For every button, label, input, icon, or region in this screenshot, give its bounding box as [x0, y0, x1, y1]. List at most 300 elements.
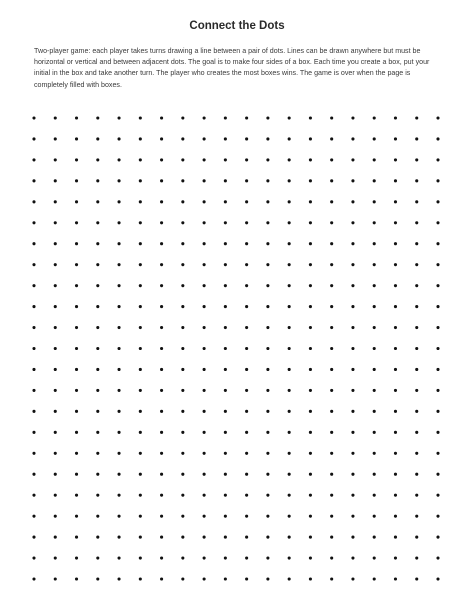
- grid-dot: [54, 515, 57, 518]
- grid-dot: [118, 137, 121, 140]
- grid-dot: [224, 473, 227, 476]
- grid-dot: [160, 431, 163, 434]
- grid-dot: [436, 347, 439, 350]
- grid-dot: [203, 158, 206, 161]
- grid-dot: [181, 263, 184, 266]
- grid-dot: [394, 473, 397, 476]
- grid-dot: [266, 200, 269, 203]
- grid-dot: [54, 242, 57, 245]
- grid-dot: [139, 515, 142, 518]
- grid-dot: [181, 284, 184, 287]
- grid-dot: [266, 557, 269, 560]
- grid-dot: [373, 536, 376, 539]
- grid-dot: [32, 242, 35, 245]
- grid-dot: [118, 326, 121, 329]
- grid-dot: [330, 263, 333, 266]
- grid-dot: [96, 410, 99, 413]
- grid-dot: [309, 431, 312, 434]
- grid-dot: [266, 347, 269, 350]
- grid-dot: [245, 200, 248, 203]
- grid-dot: [32, 284, 35, 287]
- grid-dot: [266, 158, 269, 161]
- grid-dot: [75, 557, 78, 560]
- grid-dot: [373, 263, 376, 266]
- grid-dot: [32, 305, 35, 308]
- grid-dot: [203, 242, 206, 245]
- grid-dot: [118, 431, 121, 434]
- grid-dot: [181, 116, 184, 119]
- grid-dot: [309, 536, 312, 539]
- grid-dot: [32, 536, 35, 539]
- grid-dot: [351, 242, 354, 245]
- grid-dot: [288, 158, 291, 161]
- grid-dot: [96, 347, 99, 350]
- grid-dot: [75, 515, 78, 518]
- grid-dot: [245, 263, 248, 266]
- grid-dot: [266, 179, 269, 182]
- grid-dot: [75, 452, 78, 455]
- grid-dot: [330, 116, 333, 119]
- grid-dot: [245, 116, 248, 119]
- grid-dot: [224, 494, 227, 497]
- grid-dot: [139, 389, 142, 392]
- grid-dot: [394, 431, 397, 434]
- grid-dot: [266, 536, 269, 539]
- grid-dot: [54, 557, 57, 560]
- grid-dot: [75, 242, 78, 245]
- grid-dot: [245, 389, 248, 392]
- grid-dot: [288, 137, 291, 140]
- grid-dot: [224, 577, 227, 580]
- grid-dot: [224, 242, 227, 245]
- grid-dot: [181, 242, 184, 245]
- grid-dot: [394, 577, 397, 580]
- grid-dot: [160, 221, 163, 224]
- grid-dot: [415, 389, 418, 392]
- grid-dot: [224, 515, 227, 518]
- grid-dot: [32, 326, 35, 329]
- grid-dot: [415, 221, 418, 224]
- grid-dot: [415, 326, 418, 329]
- grid-dot: [160, 200, 163, 203]
- grid-dot: [139, 452, 142, 455]
- grid-dot: [266, 389, 269, 392]
- grid-dot: [118, 200, 121, 203]
- grid-dot: [245, 326, 248, 329]
- grid-dot: [309, 305, 312, 308]
- grid-dot: [160, 326, 163, 329]
- grid-dot: [245, 557, 248, 560]
- grid-dot: [118, 242, 121, 245]
- grid-dot: [288, 221, 291, 224]
- grid-dot: [266, 473, 269, 476]
- grid-dot: [139, 557, 142, 560]
- grid-dot: [351, 263, 354, 266]
- grid-dot: [181, 368, 184, 371]
- grid-dot: [373, 410, 376, 413]
- grid-dot: [394, 368, 397, 371]
- grid-dot: [181, 494, 184, 497]
- grid-dot: [373, 137, 376, 140]
- grid-dot: [203, 347, 206, 350]
- grid-dot: [224, 263, 227, 266]
- grid-dot: [118, 158, 121, 161]
- grid-dot: [245, 347, 248, 350]
- grid-dot: [436, 368, 439, 371]
- grid-dot: [139, 242, 142, 245]
- grid-dot: [415, 305, 418, 308]
- grid-dot: [436, 158, 439, 161]
- grid-dot: [203, 305, 206, 308]
- grid-dot: [394, 536, 397, 539]
- grid-dot: [96, 158, 99, 161]
- grid-dot: [351, 326, 354, 329]
- grid-dot: [54, 200, 57, 203]
- grid-dot: [415, 494, 418, 497]
- grid-dot: [351, 179, 354, 182]
- grid-dot: [415, 473, 418, 476]
- grid-dot: [118, 515, 121, 518]
- grid-dot: [436, 410, 439, 413]
- grid-dot: [436, 577, 439, 580]
- grid-dot: [75, 431, 78, 434]
- grid-dot: [394, 410, 397, 413]
- grid-dot: [96, 536, 99, 539]
- grid-dot: [266, 242, 269, 245]
- grid-dot: [54, 473, 57, 476]
- grid-dot: [224, 116, 227, 119]
- grid-dot: [436, 494, 439, 497]
- grid-dot: [54, 179, 57, 182]
- grid-dot: [288, 326, 291, 329]
- grid-dot: [415, 368, 418, 371]
- grid-dot: [330, 389, 333, 392]
- grid-dot: [160, 137, 163, 140]
- grid-dot: [203, 368, 206, 371]
- grid-dot: [32, 179, 35, 182]
- grid-dot: [373, 347, 376, 350]
- grid-dot: [415, 263, 418, 266]
- grid-dot: [373, 515, 376, 518]
- grid-dot: [373, 242, 376, 245]
- grid-dot: [224, 221, 227, 224]
- grid-dot: [245, 494, 248, 497]
- grid-dot: [351, 284, 354, 287]
- grid-dot: [245, 452, 248, 455]
- grid-dot: [54, 536, 57, 539]
- grid-dot: [394, 116, 397, 119]
- grid-dot: [96, 263, 99, 266]
- grid-dot: [394, 494, 397, 497]
- grid-dot: [118, 410, 121, 413]
- grid-dot: [181, 452, 184, 455]
- grid-dot: [309, 200, 312, 203]
- grid-dot: [266, 410, 269, 413]
- grid-dot: [118, 536, 121, 539]
- grid-dot: [394, 389, 397, 392]
- grid-dot: [415, 557, 418, 560]
- grid-dot: [415, 347, 418, 350]
- grid-dot: [436, 326, 439, 329]
- grid-dot: [118, 557, 121, 560]
- grid-dot: [266, 284, 269, 287]
- grid-dot: [245, 284, 248, 287]
- grid-dot: [330, 158, 333, 161]
- grid-dot: [118, 263, 121, 266]
- grid-dot: [139, 431, 142, 434]
- grid-dot: [75, 326, 78, 329]
- grid-dot: [54, 284, 57, 287]
- grid-dot: [415, 431, 418, 434]
- grid-dot: [181, 536, 184, 539]
- grid-dot: [330, 326, 333, 329]
- grid-dot: [309, 494, 312, 497]
- grid-dot: [415, 116, 418, 119]
- grid-dot: [436, 515, 439, 518]
- grid-dot: [96, 200, 99, 203]
- grid-dot: [330, 347, 333, 350]
- grid-dot: [351, 158, 354, 161]
- grid-dot: [351, 494, 354, 497]
- grid-dot: [415, 515, 418, 518]
- grid-dot: [394, 284, 397, 287]
- grid-dot: [181, 305, 184, 308]
- grid-dot: [160, 410, 163, 413]
- grid-dot: [32, 368, 35, 371]
- grid-dot: [373, 200, 376, 203]
- grid-dot: [139, 305, 142, 308]
- grid-dot: [351, 473, 354, 476]
- grid-dot: [203, 557, 206, 560]
- grid-dot: [75, 137, 78, 140]
- grid-dot: [436, 305, 439, 308]
- grid-dot: [32, 221, 35, 224]
- grid-dot: [373, 179, 376, 182]
- grid-dot: [309, 158, 312, 161]
- grid-dot: [415, 284, 418, 287]
- grid-dot: [160, 515, 163, 518]
- grid-dot: [118, 179, 121, 182]
- grid-dot: [118, 347, 121, 350]
- grid-dot: [415, 242, 418, 245]
- grid-dot: [436, 473, 439, 476]
- grid-dot: [351, 431, 354, 434]
- grid-dot: [181, 557, 184, 560]
- grid-dot: [245, 368, 248, 371]
- grid-dot: [203, 577, 206, 580]
- grid-dot: [118, 221, 121, 224]
- grid-dot: [245, 431, 248, 434]
- grid-dot: [224, 326, 227, 329]
- grid-dot: [330, 305, 333, 308]
- grid-dot: [160, 577, 163, 580]
- grid-dot: [309, 557, 312, 560]
- grid-dot: [224, 389, 227, 392]
- grid-dot: [351, 536, 354, 539]
- grid-dot: [351, 137, 354, 140]
- grid-dot: [288, 452, 291, 455]
- grid-dot: [32, 116, 35, 119]
- grid-dot: [309, 179, 312, 182]
- grid-dot: [309, 368, 312, 371]
- grid-dot: [139, 179, 142, 182]
- grid-dot: [394, 158, 397, 161]
- grid-dot: [224, 410, 227, 413]
- grid-dot: [224, 158, 227, 161]
- grid-dot: [288, 473, 291, 476]
- grid-dot: [181, 200, 184, 203]
- grid-dot: [139, 158, 142, 161]
- grid-dot: [373, 221, 376, 224]
- grid-dot: [330, 577, 333, 580]
- grid-dot: [436, 242, 439, 245]
- grid-dot: [224, 431, 227, 434]
- grid-dot: [203, 116, 206, 119]
- grid-dot: [203, 326, 206, 329]
- grid-dot: [203, 263, 206, 266]
- grid-dot: [330, 284, 333, 287]
- grid-dot: [181, 515, 184, 518]
- grid-dot: [330, 515, 333, 518]
- grid-dot: [330, 368, 333, 371]
- grid-dot: [32, 557, 35, 560]
- grid-dot: [224, 557, 227, 560]
- grid-dot: [436, 116, 439, 119]
- grid-dot: [32, 200, 35, 203]
- grid-dot: [203, 137, 206, 140]
- grid-dot: [32, 515, 35, 518]
- grid-dot: [96, 137, 99, 140]
- grid-dot: [351, 305, 354, 308]
- grid-dot: [54, 116, 57, 119]
- grid-dot: [54, 221, 57, 224]
- grid-dot: [266, 368, 269, 371]
- grid-dot: [330, 410, 333, 413]
- grid-dot: [160, 263, 163, 266]
- grid-dot: [75, 577, 78, 580]
- grid-dot: [224, 347, 227, 350]
- grid-dot: [288, 242, 291, 245]
- grid-dot: [160, 389, 163, 392]
- grid-dot: [203, 452, 206, 455]
- grid-dot: [288, 577, 291, 580]
- grid-dot: [181, 431, 184, 434]
- grid-dot: [288, 116, 291, 119]
- grid-dot: [351, 515, 354, 518]
- grid-dot: [245, 473, 248, 476]
- grid-dot: [288, 431, 291, 434]
- grid-dot: [160, 179, 163, 182]
- grid-dot: [394, 305, 397, 308]
- grid-dot: [75, 200, 78, 203]
- grid-dot: [160, 452, 163, 455]
- grid-dot: [75, 263, 78, 266]
- grid-dot: [118, 494, 121, 497]
- grid-dot: [373, 158, 376, 161]
- grid-dot: [309, 410, 312, 413]
- grid-dot: [160, 305, 163, 308]
- grid-dot: [373, 116, 376, 119]
- grid-dot: [394, 137, 397, 140]
- grid-dot: [436, 536, 439, 539]
- grid-dot: [118, 284, 121, 287]
- grid-dot: [330, 200, 333, 203]
- grid-dot: [203, 410, 206, 413]
- grid-dot: [54, 137, 57, 140]
- grid-dot: [330, 179, 333, 182]
- grid-dot: [245, 221, 248, 224]
- grid-dot: [203, 389, 206, 392]
- grid-dot: [181, 179, 184, 182]
- grid-dot: [288, 494, 291, 497]
- grid-dot: [436, 389, 439, 392]
- grid-dot: [436, 137, 439, 140]
- grid-dot: [54, 577, 57, 580]
- grid-dot: [224, 200, 227, 203]
- grid-dot: [75, 536, 78, 539]
- grid-dot: [160, 536, 163, 539]
- grid-dot: [139, 116, 142, 119]
- grid-dot: [266, 221, 269, 224]
- grid-dot: [288, 389, 291, 392]
- grid-dot: [118, 305, 121, 308]
- grid-dot: [351, 410, 354, 413]
- grid-dot: [96, 473, 99, 476]
- grid-dot: [415, 158, 418, 161]
- grid-dot: [224, 368, 227, 371]
- grid-dot: [373, 368, 376, 371]
- grid-dot: [373, 557, 376, 560]
- grid-dot: [266, 494, 269, 497]
- grid-dot: [139, 577, 142, 580]
- grid-dot: [309, 347, 312, 350]
- grid-dot: [32, 347, 35, 350]
- grid-dot: [96, 116, 99, 119]
- grid-dot: [160, 494, 163, 497]
- grid-dot: [288, 368, 291, 371]
- grid-dot: [203, 536, 206, 539]
- grid-dot: [75, 284, 78, 287]
- grid-dot: [415, 536, 418, 539]
- grid-dot: [373, 494, 376, 497]
- grid-dot: [394, 515, 397, 518]
- grid-dot: [351, 221, 354, 224]
- grid-dot: [436, 200, 439, 203]
- grid-dot: [309, 389, 312, 392]
- game-instructions: Two-player game: each player takes turns drawing a line between a pair of dots. Lines can be drawn anywhere but must be horizontal or vertical and between adjacent dots. The goal is to make four sides of a box. Each time you create a box, put your initial in the box and take another turn. The player who creates the most boxes wins. The game is over when the page is completely filled with boxes.: [34, 47, 430, 89]
- grid-dot: [330, 137, 333, 140]
- grid-dot: [32, 389, 35, 392]
- grid-dot: [266, 116, 269, 119]
- grid-dot: [394, 326, 397, 329]
- grid-dot: [373, 577, 376, 580]
- grid-dot: [266, 452, 269, 455]
- grid-dot: [96, 389, 99, 392]
- grid-dot: [32, 137, 35, 140]
- grid-dot: [436, 284, 439, 287]
- grid-dot: [394, 452, 397, 455]
- grid-dot: [96, 221, 99, 224]
- grid-dot: [309, 221, 312, 224]
- grid-dot: [54, 158, 57, 161]
- grid-dot: [139, 284, 142, 287]
- grid-dot: [203, 431, 206, 434]
- grid-dot: [351, 557, 354, 560]
- grid-dot: [351, 347, 354, 350]
- grid-dot: [75, 116, 78, 119]
- grid-dot: [139, 347, 142, 350]
- grid-dot: [309, 326, 312, 329]
